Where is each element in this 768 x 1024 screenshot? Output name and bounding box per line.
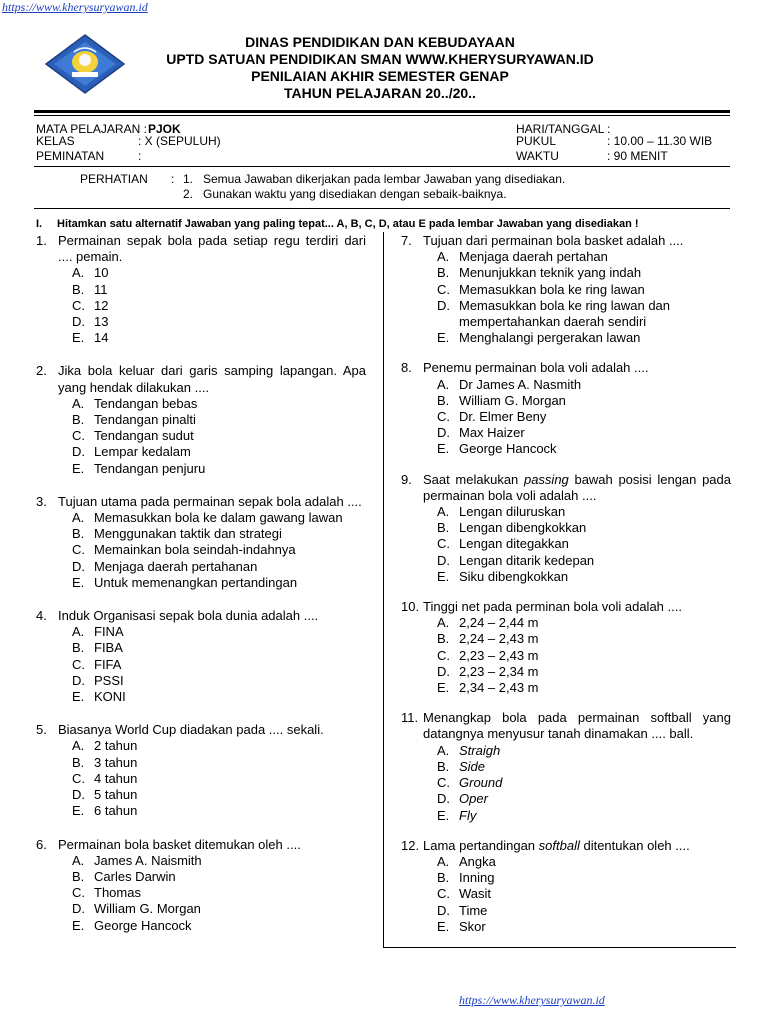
questions-left-column bbox=[36, 233, 366, 934]
option-text: Tendangan sudut bbox=[94, 428, 194, 444]
option-text: Siku dibengkokkan bbox=[459, 568, 569, 584]
header-line-4: TAHUN PELAJARAN 20../20.. bbox=[284, 85, 476, 101]
question-number: 6. bbox=[36, 836, 47, 852]
answer-option bbox=[401, 903, 731, 919]
question-number: 11. bbox=[401, 710, 419, 726]
option-letter: A. bbox=[437, 504, 450, 520]
option-letter: B. bbox=[72, 281, 85, 297]
answer-option bbox=[401, 298, 731, 330]
question-block bbox=[401, 472, 731, 585]
option-letter: A. bbox=[72, 265, 85, 281]
option-text: Angka bbox=[459, 853, 496, 869]
option-letter: C. bbox=[72, 770, 85, 786]
question-stem bbox=[36, 233, 366, 265]
answer-option bbox=[36, 738, 366, 754]
option-text: Lengan dibengkokkan bbox=[459, 520, 587, 536]
question-block bbox=[401, 838, 731, 935]
option-text: Tendangan pinalti bbox=[94, 412, 196, 428]
question-text-part: Saat melakukan bbox=[423, 471, 524, 487]
option-text: Lengan diluruskan bbox=[459, 504, 566, 520]
answer-option bbox=[401, 249, 731, 265]
option-text: 11 bbox=[94, 281, 108, 297]
option-letter: D. bbox=[72, 444, 85, 460]
answer-option bbox=[36, 771, 366, 787]
question-text: Tujuan utama pada permainan sepak bola adalah .... bbox=[58, 493, 362, 509]
question-stem bbox=[401, 360, 731, 376]
question-block bbox=[401, 360, 731, 457]
option-letter: A. bbox=[437, 853, 450, 869]
perhatian-number: 1. bbox=[183, 172, 194, 186]
option-letter: D. bbox=[437, 425, 450, 441]
option-letter: B. bbox=[437, 392, 450, 408]
option-text: Time bbox=[459, 902, 488, 918]
question-number: 4. bbox=[36, 608, 47, 624]
question-number: 1. bbox=[36, 233, 47, 248]
option-letter: E. bbox=[72, 330, 85, 346]
question-stem bbox=[36, 494, 366, 510]
option-text: Side bbox=[459, 758, 486, 774]
option-text: Tendangan penjuru bbox=[94, 460, 206, 476]
option-letter: C. bbox=[437, 281, 450, 297]
option-letter: E. bbox=[437, 918, 450, 934]
option-letter: D. bbox=[72, 901, 85, 917]
question-block bbox=[401, 710, 731, 823]
answer-option bbox=[401, 282, 731, 298]
option-letter: E. bbox=[72, 803, 85, 819]
option-letter: E. bbox=[72, 460, 85, 476]
header-line-1: DINAS PENDIDIKAN DAN KEBUDAYAAN bbox=[245, 34, 515, 50]
option-text: James A. Naismith bbox=[94, 852, 202, 868]
question-term-italic: softball bbox=[538, 837, 580, 853]
answer-option bbox=[36, 853, 366, 869]
question-term-italic: passing bbox=[523, 471, 569, 487]
question-stem bbox=[36, 837, 366, 853]
answer-option bbox=[36, 444, 366, 460]
option-text: 2,23 – 2,34 m bbox=[459, 663, 539, 679]
question-block bbox=[401, 599, 731, 696]
option-letter: E. bbox=[437, 441, 450, 457]
answer-option bbox=[36, 640, 366, 656]
kelas-value: : X (SEPULUH) bbox=[138, 134, 221, 148]
option-letter: C. bbox=[72, 885, 85, 901]
option-text: 6 tahun bbox=[94, 803, 138, 819]
option-letter: A. bbox=[437, 249, 450, 265]
answer-option bbox=[36, 282, 366, 298]
question-text: Permainan sepak bola pada setiap regu terdiri dari .... pemain. bbox=[58, 233, 366, 265]
question-number: 7. bbox=[401, 233, 412, 248]
option-text: Menggunakan taktik dan strategi bbox=[94, 526, 282, 542]
option-text: Menjaga daerah pertahan bbox=[459, 249, 608, 265]
answer-option bbox=[401, 870, 731, 886]
question-text-part: bawah posisi lengan pada permainan bola voli adalah .... bbox=[423, 471, 731, 503]
question-block bbox=[36, 722, 366, 819]
question-text: Jika bola keluar dari garis samping lapangan. Apa yang hendak dilakukan .... bbox=[58, 363, 366, 395]
option-text: George Hancock bbox=[459, 441, 557, 457]
question-number: 12. bbox=[401, 837, 420, 853]
bottom-rule bbox=[383, 947, 736, 948]
question-stem bbox=[401, 599, 731, 615]
option-text: Thomas bbox=[94, 885, 141, 901]
answer-option bbox=[401, 265, 731, 281]
option-letter: C. bbox=[72, 428, 85, 444]
kelas-label: KELAS bbox=[36, 134, 75, 148]
answer-option bbox=[36, 330, 366, 346]
option-text: Menjaga daerah pertahanan bbox=[94, 558, 258, 574]
option-text: 13 bbox=[94, 314, 109, 330]
option-letter: B. bbox=[437, 758, 450, 774]
header-double-rule bbox=[34, 110, 730, 113]
question-number: 5. bbox=[36, 722, 47, 738]
answer-option bbox=[401, 808, 731, 824]
answer-option bbox=[401, 919, 731, 935]
option-letter: A. bbox=[72, 624, 85, 640]
question-number: 8. bbox=[401, 360, 412, 376]
option-text: Wasit bbox=[459, 886, 492, 902]
answer-option bbox=[36, 396, 366, 412]
option-text: Straigh bbox=[459, 742, 501, 758]
answer-option bbox=[36, 559, 366, 575]
answer-option bbox=[36, 689, 366, 705]
option-letter: D. bbox=[437, 663, 450, 679]
header-line-3: PENILAIAN AKHIR SEMESTER GENAP bbox=[251, 68, 509, 84]
option-letter: C. bbox=[437, 886, 450, 902]
answer-option bbox=[401, 569, 731, 585]
questions-right-column bbox=[401, 233, 731, 935]
header-line-2: UPTD SATUAN PENDIDIKAN SMAN WWW.KHERYSURYAWAN.ID bbox=[166, 51, 594, 67]
option-letter: B. bbox=[72, 868, 85, 884]
option-letter: C. bbox=[437, 775, 450, 791]
option-text: Untuk memenangkan pertandingan bbox=[94, 574, 298, 590]
question-text: Penemu permainan bola voli adalah .... bbox=[423, 360, 649, 376]
answer-option bbox=[36, 803, 366, 819]
website-link-top[interactable]: https://www.kherysuryawan.id bbox=[2, 0, 148, 14]
option-text: Fly bbox=[459, 807, 477, 823]
website-link-bottom[interactable]: https://www.kherysuryawan.id bbox=[459, 993, 605, 1007]
option-text: 14 bbox=[94, 330, 109, 346]
option-letter: A. bbox=[437, 615, 450, 631]
hari-value: : bbox=[607, 122, 611, 136]
option-letter: E. bbox=[437, 680, 450, 696]
perhatian-item: Gunakan waktu yang disediakan dengan sebaik-baiknya. bbox=[203, 187, 507, 201]
answer-option bbox=[401, 377, 731, 393]
option-letter: B. bbox=[437, 870, 450, 886]
question-number: 3. bbox=[36, 493, 47, 509]
section-text: Hitamkan satu alternatif Jawaban yang paling tepat... A, B, C, D, atau E pada lembar Jawaban yang disediakan ! bbox=[57, 218, 639, 230]
question-stem bbox=[401, 472, 731, 504]
option-letter: E. bbox=[437, 330, 450, 346]
option-letter: C. bbox=[72, 656, 85, 672]
answer-option bbox=[401, 536, 731, 552]
option-letter: B. bbox=[72, 526, 85, 542]
question-text-part: Lama pertandingan bbox=[423, 837, 539, 853]
answer-option bbox=[401, 648, 731, 664]
perhatian-number: 2. bbox=[183, 187, 194, 201]
question-stem bbox=[401, 710, 731, 742]
question-number: 10. bbox=[401, 599, 420, 615]
answer-option bbox=[36, 673, 366, 689]
option-text: William G. Morgan bbox=[94, 901, 201, 917]
option-text: Tendangan bebas bbox=[94, 395, 198, 411]
question-text: Biasanya World Cup diadakan pada .... sekali. bbox=[58, 722, 324, 738]
option-text: 2,23 – 2,43 m bbox=[459, 647, 539, 663]
question-block bbox=[36, 233, 366, 346]
option-letter: A. bbox=[72, 852, 85, 868]
answer-option bbox=[36, 542, 366, 558]
answer-option bbox=[401, 759, 731, 775]
option-text: Lengan ditarik kedepan bbox=[459, 552, 595, 568]
answer-option bbox=[401, 504, 731, 520]
option-letter: E. bbox=[437, 807, 450, 823]
answer-option bbox=[36, 869, 366, 885]
answer-option bbox=[36, 885, 366, 901]
answer-option bbox=[401, 520, 731, 536]
meta-rule bbox=[34, 166, 730, 167]
option-letter: C. bbox=[437, 409, 450, 425]
option-letter: B. bbox=[437, 265, 450, 281]
option-text: Ground bbox=[459, 775, 503, 791]
option-text: Inning bbox=[459, 870, 495, 886]
answer-option bbox=[36, 314, 366, 330]
option-text: Menunjukkan teknik yang indah bbox=[459, 265, 642, 281]
section-number: I. bbox=[36, 218, 43, 230]
answer-option bbox=[401, 441, 731, 457]
option-text: Skor bbox=[459, 918, 486, 934]
perhatian-label: PERHATIAN bbox=[80, 172, 148, 186]
question-stem bbox=[401, 838, 731, 854]
section-instruction bbox=[36, 218, 639, 230]
option-letter: D. bbox=[72, 672, 85, 688]
option-letter: A. bbox=[437, 376, 450, 392]
option-text: PSSI bbox=[94, 672, 124, 688]
question-text bbox=[423, 838, 731, 854]
option-letter: A. bbox=[437, 742, 450, 758]
answer-option bbox=[401, 330, 731, 346]
option-letter: A. bbox=[72, 738, 85, 754]
answer-option bbox=[36, 298, 366, 314]
question-stem bbox=[36, 722, 366, 738]
question-stem bbox=[36, 608, 366, 624]
option-letter: C. bbox=[437, 536, 450, 552]
answer-option bbox=[401, 791, 731, 807]
question-text bbox=[423, 472, 731, 504]
waktu-label: WAKTU bbox=[516, 149, 559, 163]
option-letter: D. bbox=[72, 558, 85, 574]
option-text: Lengan ditegakkan bbox=[459, 536, 569, 552]
pukul-value: : 10.00 – 11.30 WIB bbox=[607, 134, 713, 148]
option-text: William G. Morgan bbox=[459, 392, 566, 408]
option-text: 2 tahun bbox=[94, 738, 138, 754]
option-text: KONI bbox=[94, 689, 126, 705]
option-letter: E. bbox=[72, 689, 85, 705]
question-block bbox=[36, 363, 366, 476]
perhatian-rule bbox=[34, 208, 730, 209]
answer-option bbox=[36, 526, 366, 542]
answer-option bbox=[36, 575, 366, 591]
question-block bbox=[36, 837, 366, 934]
option-letter: A. bbox=[72, 510, 85, 526]
answer-option bbox=[401, 393, 731, 409]
option-letter: D. bbox=[437, 902, 450, 918]
option-text: 2,34 – 2,43 m bbox=[459, 680, 539, 696]
option-text: George Hancock bbox=[94, 917, 192, 933]
question-text: Induk Organisasi sepak bola dunia adalah .... bbox=[58, 608, 319, 624]
option-text: 5 tahun bbox=[94, 787, 138, 803]
option-letter: B. bbox=[72, 754, 85, 770]
option-letter: D. bbox=[437, 552, 450, 568]
option-text: Lempar kedalam bbox=[94, 444, 191, 460]
perhatian-colon: : bbox=[171, 172, 175, 186]
question-block bbox=[36, 494, 366, 591]
answer-option bbox=[36, 510, 366, 526]
option-letter: B. bbox=[72, 640, 85, 656]
option-letter: E. bbox=[72, 574, 85, 590]
answer-option bbox=[36, 461, 366, 477]
option-letter: C. bbox=[72, 542, 85, 558]
answer-option bbox=[401, 664, 731, 680]
tut-wuri-handayani-logo bbox=[44, 34, 126, 94]
option-text: Menghalangi pergerakan lawan bbox=[459, 330, 641, 346]
option-letter: A. bbox=[72, 395, 85, 411]
answer-option bbox=[401, 553, 731, 569]
waktu-value: : 90 MENIT bbox=[607, 149, 668, 163]
answer-option bbox=[401, 743, 731, 759]
option-text: Dr James A. Nasmith bbox=[459, 376, 582, 392]
question-text: Tujuan dari permainan bola basket adalah .... bbox=[423, 233, 684, 248]
option-text: Oper bbox=[459, 791, 488, 807]
option-text: Memainkan bola seindah-indahnya bbox=[94, 542, 296, 558]
option-text: 2,24 – 2,44 m bbox=[459, 615, 539, 631]
answer-option bbox=[401, 631, 731, 647]
option-letter: C. bbox=[437, 647, 450, 663]
question-text: Menangkap bola pada permainan softball yang datangnya menyusur tanah dinamakan .... ball. bbox=[423, 710, 731, 742]
question-text: Tinggi net pada perminan bola voli adalah .... bbox=[423, 599, 682, 615]
option-text: FIBA bbox=[94, 640, 123, 656]
answer-option bbox=[36, 755, 366, 771]
option-text: Max Haizer bbox=[459, 425, 525, 441]
question-block bbox=[401, 233, 731, 346]
option-text: 4 tahun bbox=[94, 770, 138, 786]
option-letter: D. bbox=[437, 297, 450, 313]
question-number: 2. bbox=[36, 363, 47, 379]
option-letter: B. bbox=[72, 412, 85, 428]
option-letter: C. bbox=[72, 297, 85, 313]
question-block bbox=[36, 608, 366, 705]
answer-option bbox=[401, 680, 731, 696]
answer-option bbox=[36, 657, 366, 673]
header-thin-rule bbox=[34, 115, 730, 116]
question-text: Permainan bola basket ditemukan oleh .... bbox=[58, 836, 301, 852]
question-stem bbox=[36, 363, 366, 395]
option-text: FIFA bbox=[94, 656, 122, 672]
answer-option bbox=[401, 886, 731, 902]
option-letter: E. bbox=[437, 568, 450, 584]
option-letter: D. bbox=[72, 787, 85, 803]
option-text: Memasukkan bola ke ring lawan bbox=[459, 281, 645, 297]
answer-option bbox=[401, 425, 731, 441]
hari-label: HARI/TANGGAL bbox=[516, 122, 605, 136]
option-text: Carles Darwin bbox=[94, 868, 176, 884]
perhatian-item: Semua Jawaban dikerjakan pada lembar Jawaban yang disediakan. bbox=[203, 172, 566, 186]
answer-option bbox=[401, 409, 731, 425]
peminatan-label: PEMINATAN bbox=[36, 149, 105, 163]
option-text: FINA bbox=[94, 624, 124, 640]
option-text: Dr. Elmer Beny bbox=[459, 409, 547, 425]
answer-option bbox=[401, 775, 731, 791]
answer-option bbox=[36, 624, 366, 640]
answer-option bbox=[36, 787, 366, 803]
option-text: 3 tahun bbox=[94, 754, 138, 770]
option-text: Memasukkan bola ke ring lawan dan mempertahankan daerah sendiri bbox=[459, 297, 671, 330]
option-letter: B. bbox=[437, 631, 450, 647]
option-text: 12 bbox=[94, 297, 109, 313]
mapel-label: MATA PELAJARAN : bbox=[36, 122, 147, 136]
option-letter: D. bbox=[72, 314, 85, 330]
answer-option bbox=[36, 265, 366, 281]
option-letter: D. bbox=[437, 791, 450, 807]
mapel-value: PJOK bbox=[148, 122, 181, 136]
pukul-label: PUKUL bbox=[516, 134, 557, 148]
answer-option bbox=[401, 854, 731, 870]
question-stem bbox=[401, 233, 731, 249]
peminatan-value: : bbox=[138, 149, 142, 163]
option-letter: B. bbox=[437, 520, 450, 536]
answer-option bbox=[36, 412, 366, 428]
answer-option bbox=[36, 428, 366, 444]
answer-option bbox=[36, 901, 366, 917]
option-text: Memasukkan bola ke dalam gawang lawan bbox=[94, 510, 343, 526]
option-text: 10 bbox=[94, 265, 109, 281]
option-text: 2,24 – 2,43 m bbox=[459, 631, 539, 647]
question-text-part: ditentukan oleh .... bbox=[579, 837, 690, 853]
question-number: 9. bbox=[401, 471, 412, 487]
answer-option bbox=[36, 918, 366, 934]
answer-option bbox=[401, 615, 731, 631]
option-letter: E. bbox=[72, 917, 85, 933]
column-divider bbox=[383, 232, 384, 948]
